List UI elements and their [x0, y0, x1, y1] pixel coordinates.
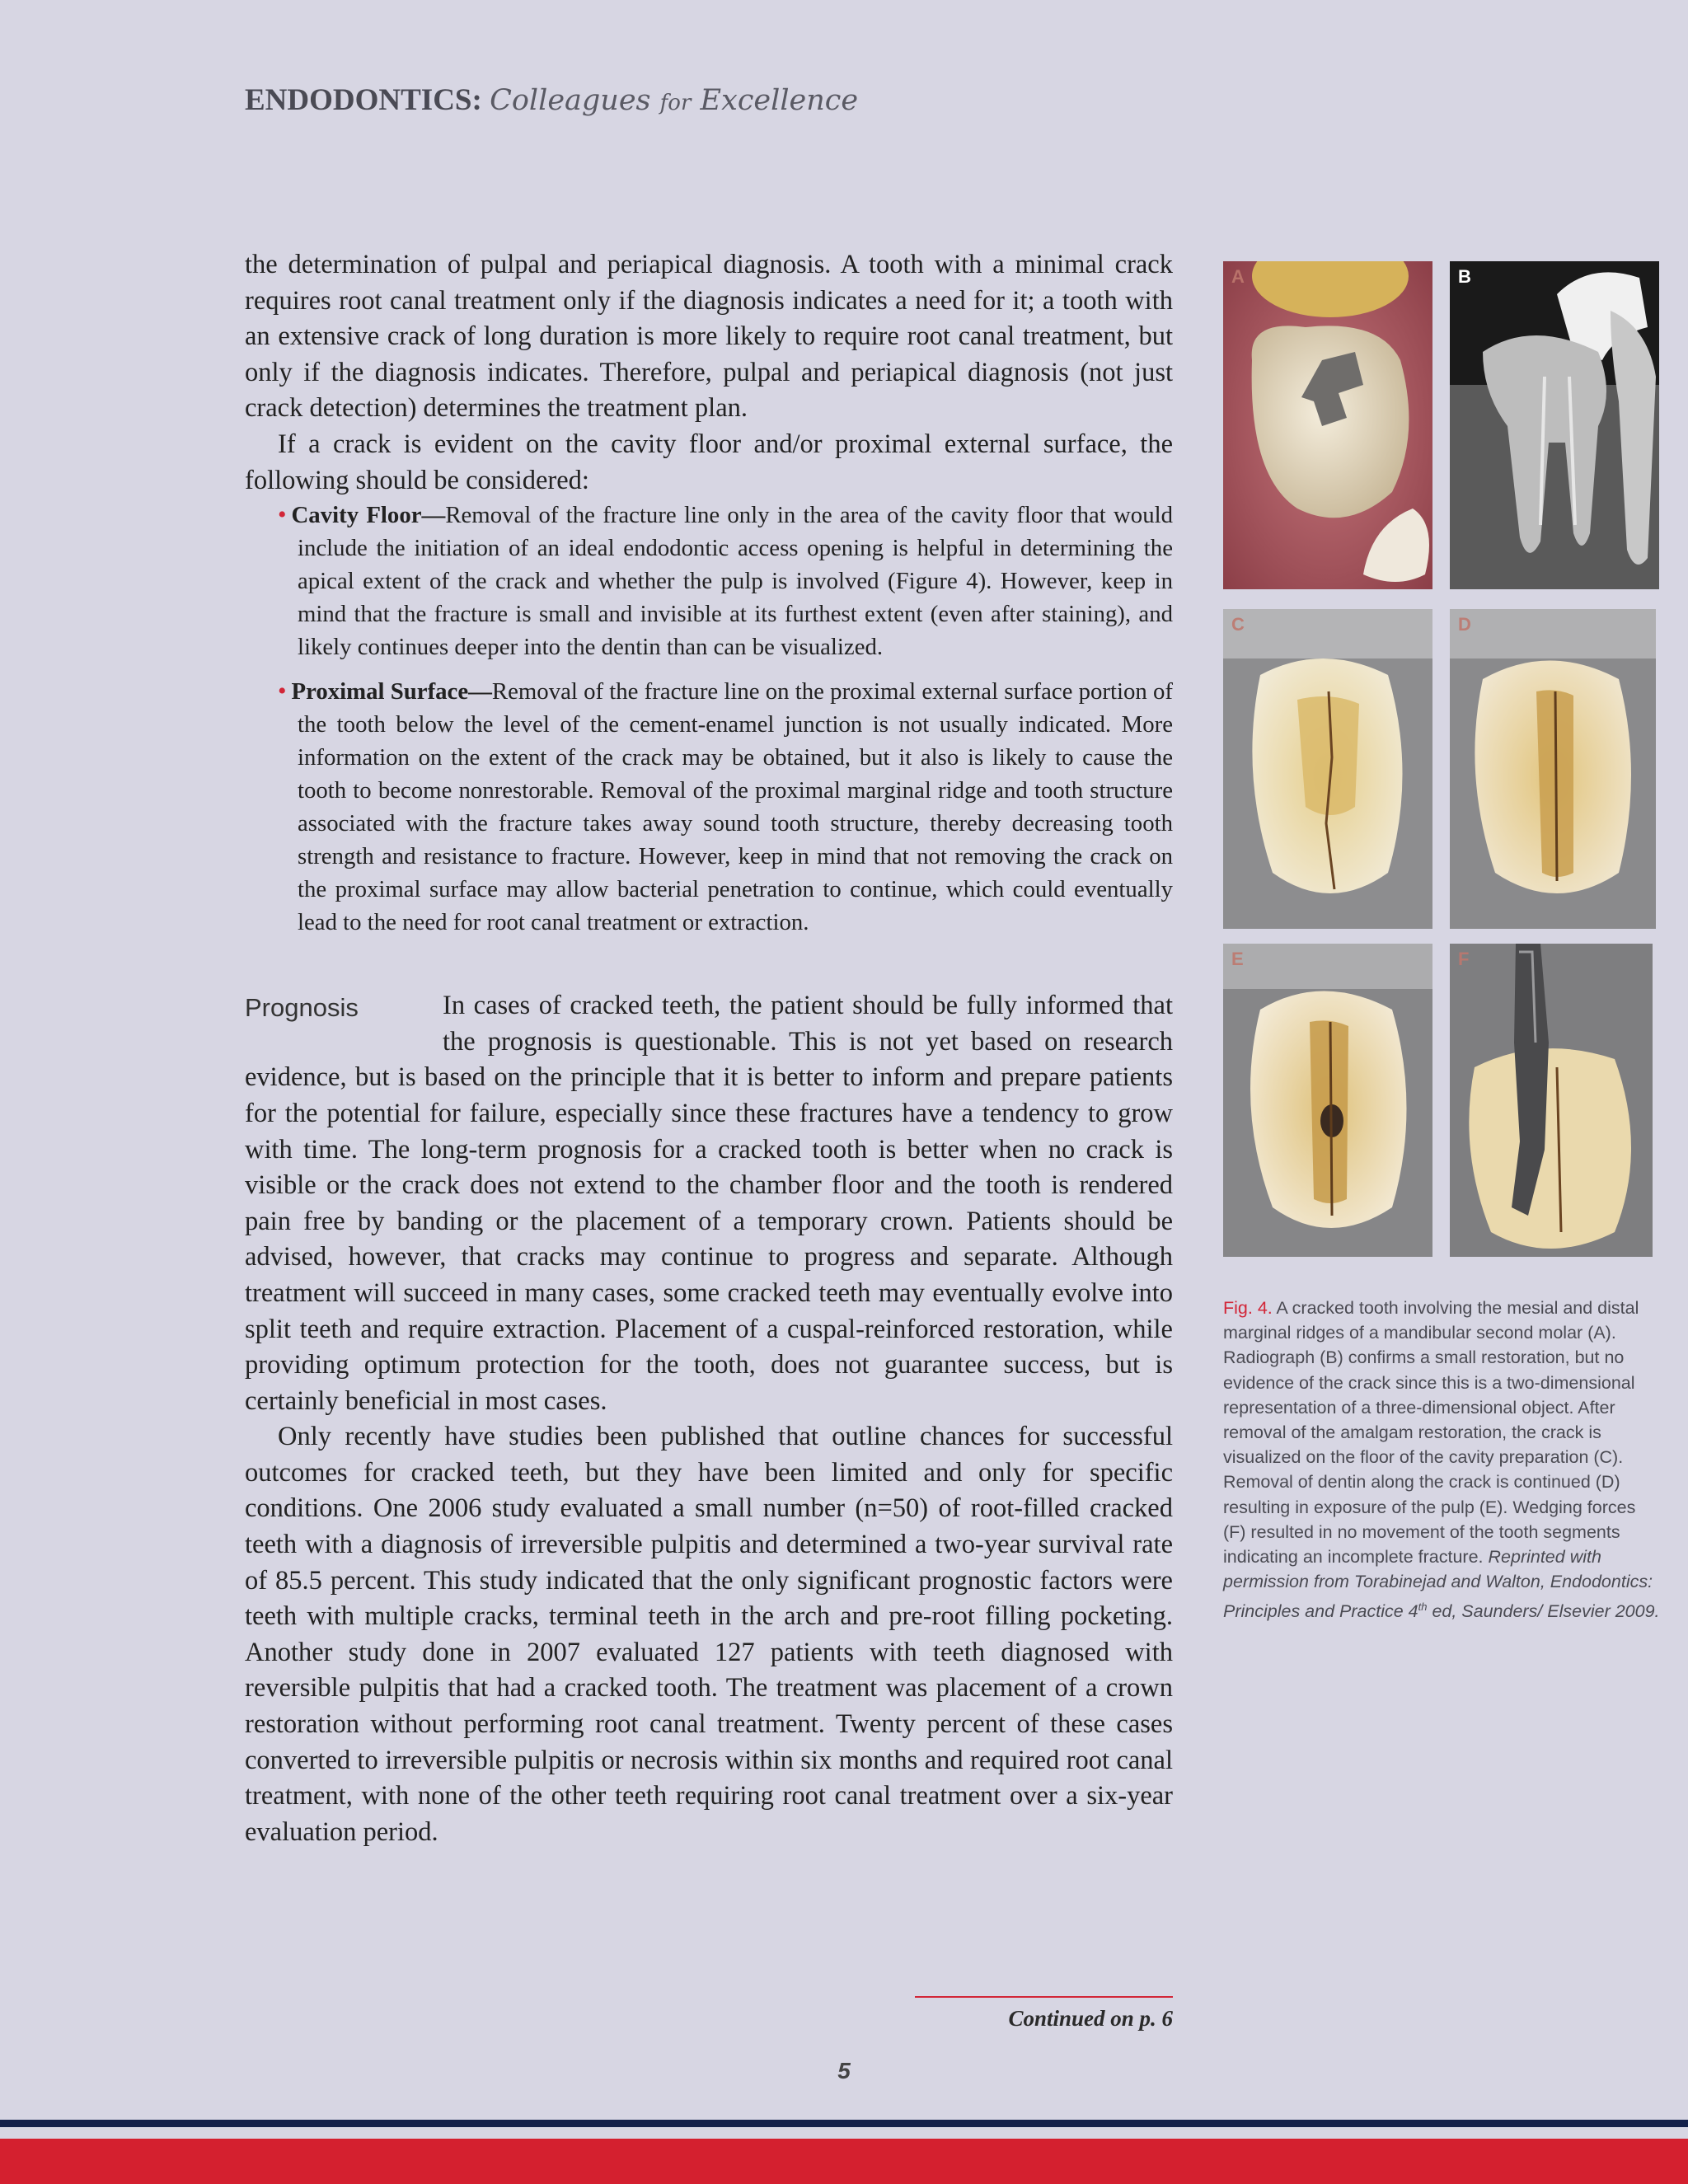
panel-label: E: [1231, 949, 1244, 969]
panel-label: B: [1458, 266, 1471, 287]
tooth-photo-e: [1223, 944, 1432, 1257]
footer-bar-red: [0, 2139, 1688, 2184]
list-item-text: Removal of the fracture line on the proximal external surface portion of the tooth below the level of the cement-enamel junction is not usually indicated. More information on the extent of the crack may be obtained, but it also is likely to cause the tooth to become nonrestorable. Removal of the proximal marginal ridge and tooth structure associated with the fracture takes away sound tooth structure, thereby decreasing tooth strength and resistance to fracture. However, keep in mind that not removing the crack on the proximal surface may allow bacterial penetration to continue, which could eventually lead to the need for root canal treatment or extraction.: [298, 678, 1173, 936]
credit-part2: ed, Saunders/ Elsevier 2009.: [1427, 1601, 1660, 1621]
figure-panel-c: [1223, 609, 1432, 929]
footer-bar-navy: [0, 2120, 1688, 2127]
radiograph-b: [1450, 261, 1659, 589]
figure-panel-a: [1223, 261, 1432, 589]
body-paragraph-2: If a crack is evident on the cavity floor and/or proximal external surface, the following should be considered:: [245, 429, 1173, 495]
figure-panel-f: [1450, 944, 1653, 1257]
tooth-photo-c: [1223, 609, 1432, 929]
panel-label: F: [1458, 949, 1470, 969]
tagline-for: for: [659, 91, 692, 115]
list-item-term: Cavity Floor—: [291, 502, 446, 529]
list-item-proximal-surface: [278, 675, 1173, 939]
figure-panel-e: [1223, 944, 1432, 1257]
prognosis-paragraph-2: Only recently have studies been published that outline chances for successful outcomes for cracked teeth, but they have been limited and only for specific conditions. One 2006 study evaluated a small number (n=50) of root-filled cracked teeth with a diagnosis of irreversible pulpitis and determined a two-year survival rate of 85.5 percent. This study indicated that the only significant prognostic factors were teeth with multiple cracks, terminal teeth in the arch and pre-root filling pocketing. Another study done in 2007 evaluated 127 patients with teeth diagnosed with reversible pulpitis that had a cracked tooth. The treatment was placement of a crown restoration without performing root canal treatment. Twenty percent of these cases converted to irreversible pulpitis or necrosis within six months and required root canal treatment, with none of the other teeth requiring root canal treatment over a six-year evaluation period.: [245, 1422, 1173, 1847]
list-item-term: Proximal Surface—: [291, 678, 492, 705]
prognosis-paragraph-1: In cases of cracked teeth, the patient should be fully informed that the prognosis is questionable. This is not yet based on research evidence, but is based on the principle that it is better to inform and prepare patients for the potential for failure, especially since these fractures have a tendency to grow with time. The long-term prognosis for a cracked tooth is better when no crack is visible or the crack does not extend to the chamber floor and the tooth is rendered pain free by banding or the placement of a temporary crown. Patients should be advised, however, that cracks may continue to progress and separate. Although treatment will succeed in many cases, some cracked teeth may eventually evolve into split teeth and require extraction. Placement of a cuspal-reinforced restoration, while providing optimum protection for the tooth, does not guarantee success, but is certainly beneficial in most cases.: [245, 991, 1173, 1416]
bullet-icon: •: [278, 501, 287, 529]
prognosis-section: [245, 988, 1173, 1850]
continued-link[interactable]: Continued on p. 6: [915, 1996, 1173, 2032]
figure-caption: [1223, 1296, 1660, 1624]
tooth-photo-d: [1450, 609, 1656, 929]
list-item-cavity-floor: [278, 499, 1173, 663]
panel-label: D: [1458, 614, 1471, 635]
running-head: [245, 82, 858, 118]
tagline: [490, 84, 858, 117]
body-paragraph-1: the determination of pulpal and periapical diagnosis. A tooth with a minimal crack requires root canal treatment only if the diagnosis indicates a need for it; a tooth with an extensive crack of long duration is more likely to require root canal treatment, but only if the diagnosis indicates. Therefore, pulpal and periapical diagnosis (not just crack detection) determines the treatment plan.: [245, 250, 1173, 424]
tagline-part2: Excellence: [700, 84, 859, 117]
panel-label: C: [1231, 614, 1245, 635]
panel-label: A: [1231, 266, 1245, 287]
figure-label: Fig. 4.: [1223, 1298, 1273, 1318]
figure-panel-b: [1450, 261, 1659, 589]
brand-title: ENDODONTICS:: [245, 83, 482, 117]
page-number: 5: [837, 2058, 851, 2083]
bullet-icon: •: [278, 677, 287, 705]
credit-part1: Reprinted with permission from Torabinejad and Walton, Endodontics: Principles and Practice 4: [1223, 1547, 1653, 1621]
tooth-photo-f: [1450, 944, 1653, 1257]
tagline-part1: Colleagues: [490, 84, 651, 117]
figure-panel-d: [1450, 609, 1656, 929]
credit-superscript: th: [1418, 1600, 1428, 1613]
tooth-photo-a: [1223, 261, 1432, 589]
main-text-column: [245, 247, 1173, 1850]
caption-text: A cracked tooth involving the mesial and distal marginal ridges of a mandibular second molar (A). Radiograph (B) confirms a small restoration, but no evidence of the crack since this is a two-dimensional representation of a three-dimensional object. After removal of the amalgam restoration, the crack is visualized on the floor of the cavity preparation (C). Removal of dentin along the crack is continued (D) resulting in exposure of the pulp (E). Wedging forces (F) resulted in no movement of the tooth segments indicating an incomplete fracture.: [1223, 1298, 1639, 1568]
list-item-text: Removal of the fracture line only in the area of the cavity floor that would include the initiation of an ideal endodontic access opening is helpful in determining the apical extent of the crack and whether the pulp is involved (Figure 4). However, keep in mind that the fracture is small and invisible at its furthest extent (even after staining), and likely continues deeper into the dentin than can be visualized.: [298, 502, 1173, 661]
considerations-list: [278, 499, 1173, 939]
prognosis-heading: Prognosis: [245, 993, 359, 1023]
